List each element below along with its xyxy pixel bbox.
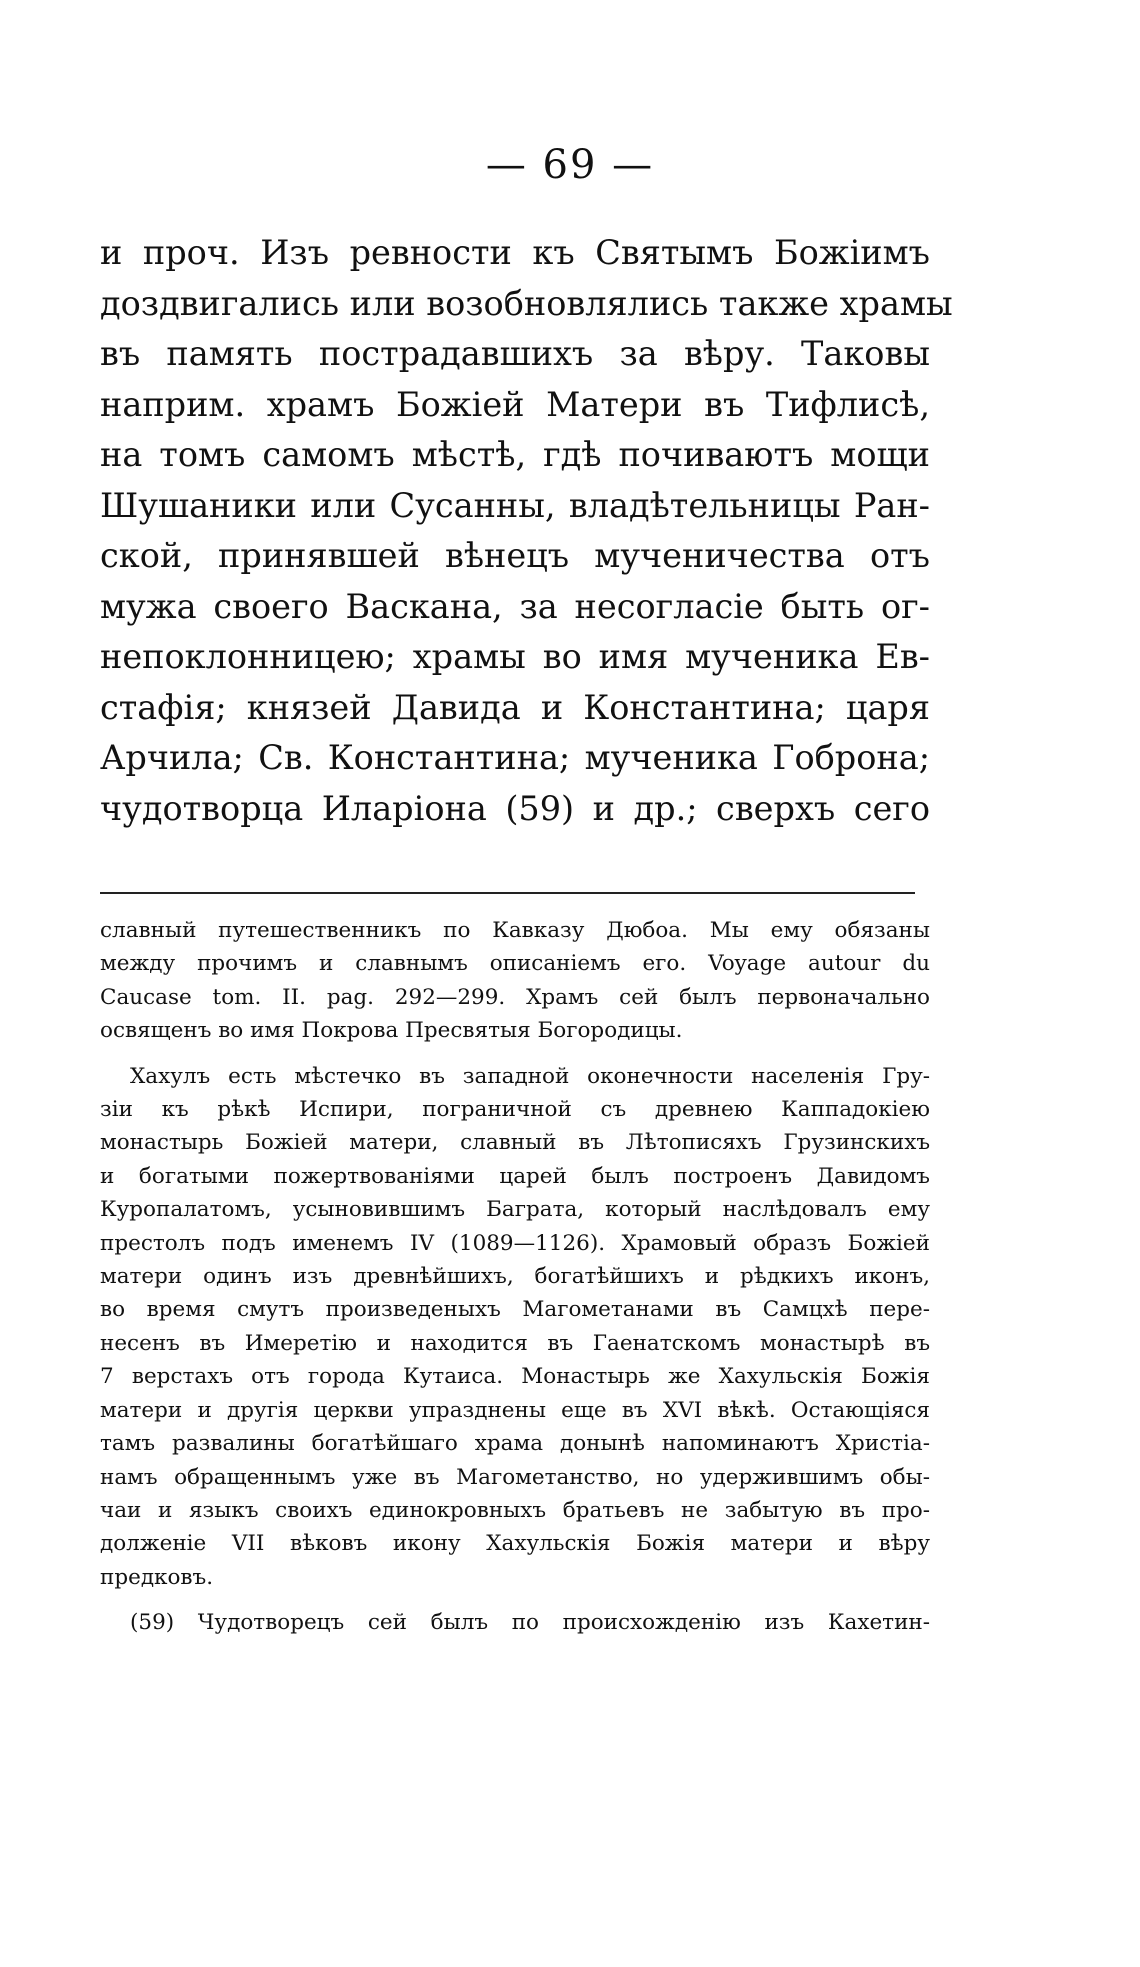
main-text-line: наприм. храмъ Божіей Матери въ Тифлисѣ,: [100, 384, 930, 424]
main-text-line: доздвигались или возобновлялись также храмы: [100, 283, 953, 323]
main-text-line: Шушаники или Сусанны, владѣтельницы Ран-: [100, 485, 930, 525]
footnote-line: намъ обращеннымъ уже въ Магометанство, но удержившимъ обы-: [100, 1464, 930, 1490]
footnote-paragraph-3: [100, 1606, 930, 1639]
footnote-line: чаи и языкъ своихъ единокровныхъ братьевъ не забытую въ про-: [100, 1497, 930, 1523]
footnote-paragraph-2: [100, 1060, 930, 1595]
main-text-line: чудотворца Иларіона (59) и др.; сверхъ сего: [100, 788, 930, 828]
main-text-line: въ память пострадавшихъ за вѣру. Таковы: [100, 334, 930, 373]
main-text-line: стафія; князей Давида и Константина; царя: [100, 687, 930, 727]
footnotes: [100, 914, 930, 1640]
footnote-line: славный путешественникъ по Кавказу Дюбоа. Мы ему обязаны: [100, 918, 930, 943]
footnote-line: матери и другія церкви упразднены еще въ XVI вѣкѣ. Остающіяся: [100, 1397, 930, 1423]
footnote-line: тамъ развалины богатѣйшаго храма донынѣ напоминаютъ Христіа-: [100, 1431, 930, 1457]
main-text-line: на томъ самомъ мѣстѣ, гдѣ почиваютъ мощи: [100, 435, 930, 474]
main-text-line: Арчила; Св. Константина; мученика Гоброна;: [100, 738, 930, 777]
footnote-line: престолъ подъ именемъ IV (1089—1126). Храмовый образъ Божіей: [100, 1230, 930, 1256]
main-text-line: мужа своего Васкана, за несогласіе быть ог-: [100, 586, 930, 626]
footnote-line: и богатыми пожертвованіями царей былъ построенъ Давидомъ: [100, 1163, 930, 1189]
footnote-line: предковъ.: [100, 1564, 214, 1590]
main-text-line: непоклонницею; храмы во имя мученика Ев-: [100, 637, 930, 676]
footnote-line: во время смутъ произведеныхъ Магометанами въ Самцхѣ пере-: [100, 1297, 930, 1323]
main-text-line: и проч. Изъ ревности къ Святымъ Божіимъ: [100, 233, 930, 272]
footnote-divider: [100, 892, 915, 894]
main-text-line: ской, принявшей вѣнецъ мученичества отъ: [100, 536, 930, 575]
footnote-line: Хахулъ есть мѣстечко въ западной оконечности населенія Гру-: [130, 1063, 930, 1089]
footnote-line: несенъ въ Имеретію и находится въ Гаенатскомъ монастырѣ въ: [100, 1330, 930, 1356]
footnote-paragraph-1: [100, 914, 930, 1048]
footnote-line: Caucase tom. II. pag. 292—299. Храмъ сей былъ первоначально: [100, 984, 930, 1010]
footnote-line: 7 верстахъ отъ города Кутаиса. Монастырь же Хахульскія Божія: [100, 1364, 930, 1390]
page-number: — 69 —: [485, 142, 655, 188]
footnote-line: Куропалатомъ, усыновившимъ Баграта, который наслѣдовалъ ему: [100, 1197, 930, 1223]
footnote-line: освященъ во имя Покрова Пресвятыя Богородицы.: [100, 1018, 683, 1044]
footnote-line: зіи къ рѣкѣ Испири, пограничной съ древнею Каппадокіею: [100, 1097, 930, 1123]
footnote-line: долженіе VII вѣковъ икону Хахульскія Божія матери и вѣру: [100, 1531, 930, 1557]
footnote-line: (59) Чудотворецъ сей былъ по происхожденію изъ Кахетин-: [130, 1610, 930, 1636]
footnote-line: монастырь Божіей матери, славный въ Лѣтописяхъ Грузинскихъ: [100, 1130, 930, 1156]
footnote-line: матери одинъ изъ древнѣйшихъ, богатѣйшихъ и рѣдкихъ иконъ,: [100, 1264, 930, 1290]
main-text: [100, 228, 953, 834]
footnote-line: между прочимъ и славнымъ описаніемъ его. Voyage autour du: [100, 951, 930, 977]
